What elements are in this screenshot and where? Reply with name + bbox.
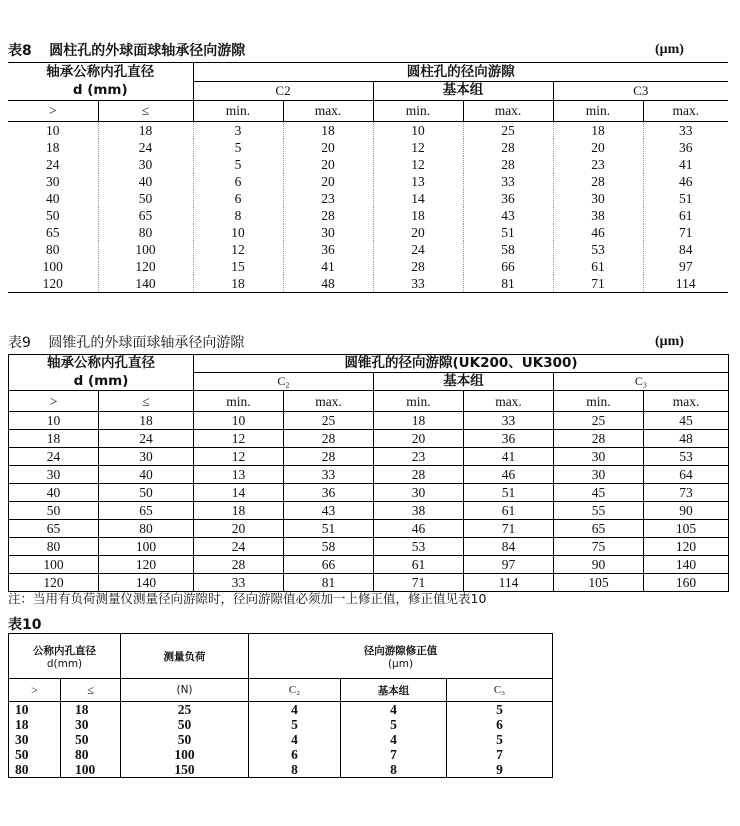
- table9-row: [9, 430, 729, 448]
- table9-cell: 105: [554, 574, 644, 592]
- table8-col-basic-max: max.: [463, 100, 553, 121]
- table10-cell: 30: [9, 732, 61, 747]
- table8-cell: 71: [643, 224, 728, 241]
- table8-cell: 100: [98, 241, 193, 258]
- table8-cell: 18: [283, 121, 373, 139]
- table10-cell: 4: [341, 702, 447, 718]
- table8-cell: 53: [553, 241, 643, 258]
- table9-cell: 65: [9, 520, 99, 538]
- table10-cell: 5: [447, 732, 553, 747]
- table10-row: [9, 762, 553, 778]
- table8-group-c2: C2: [193, 82, 373, 101]
- table10-cell: 4: [249, 732, 341, 747]
- table9-cell: 50: [9, 502, 99, 520]
- table8-cell: 28: [463, 156, 553, 173]
- table9-cell: 28: [554, 430, 644, 448]
- table8-cell: 80: [46, 241, 60, 257]
- table8-cell: 114: [643, 275, 728, 293]
- table9-cell: 71: [374, 574, 464, 592]
- table8-cell: 41: [643, 156, 728, 173]
- table9-col-c2-max: max.: [284, 391, 374, 412]
- table9-col-c3-max: max.: [644, 391, 729, 412]
- table9-cell: 41: [464, 448, 554, 466]
- table10-cell: 30: [61, 717, 121, 732]
- table8-cell: 36: [643, 139, 728, 156]
- table10-cell: 18: [61, 702, 121, 718]
- table8-cell: 50: [98, 190, 193, 207]
- table9-cell: 25: [284, 412, 374, 430]
- table8-cell: 20: [373, 224, 463, 241]
- table9-caption: [8, 332, 244, 352]
- table8-cell: 20: [283, 173, 373, 190]
- table8-col-c2-max: max.: [283, 100, 373, 121]
- table9: [8, 354, 729, 592]
- table10-load-header: 测量负荷: [121, 634, 249, 679]
- table9-cell: 30: [554, 466, 644, 484]
- table8-col-gt: >: [8, 100, 98, 121]
- table10-cell: 100: [61, 762, 121, 778]
- table9-row: [9, 448, 729, 466]
- table9-col-c2-min: min.: [194, 391, 284, 412]
- table9-cell: 40: [99, 466, 194, 484]
- table9-cell: 64: [644, 466, 729, 484]
- table9-cell: 43: [284, 502, 374, 520]
- table10-label: 表10: [8, 617, 42, 633]
- table8: [8, 62, 728, 293]
- table8-cell: 13: [373, 173, 463, 190]
- table9-clearance-header: 圆锥孔的径向游隙(UK200、UK300): [194, 355, 729, 373]
- table9-cell: 12: [194, 430, 284, 448]
- table10-bore-header: [9, 634, 121, 679]
- table8-cell: 23: [553, 156, 643, 173]
- table10-load-unit: (N): [121, 679, 249, 702]
- table8-row: [8, 173, 728, 190]
- table8-cell: 33: [643, 121, 728, 139]
- table8-cell: 100: [42, 258, 63, 274]
- table9-cell: 46: [464, 466, 554, 484]
- table9-cell: 120: [9, 574, 99, 592]
- table9-cell: 40: [9, 484, 99, 502]
- table10-cell: 7: [341, 747, 447, 762]
- table8-cell: 30: [283, 224, 373, 241]
- table9-cell: 45: [554, 484, 644, 502]
- table9-cell: 55: [554, 502, 644, 520]
- table9-cell: 10: [9, 412, 99, 430]
- table8-cell: 61: [553, 258, 643, 275]
- table8-cell: 51: [463, 224, 553, 241]
- table8-caption: [8, 40, 245, 60]
- table8-cell: 28: [553, 173, 643, 190]
- table9-cell: 25: [554, 412, 644, 430]
- table9-cell: 20: [374, 430, 464, 448]
- table9-row: [9, 520, 729, 538]
- table9-cell: 33: [284, 466, 374, 484]
- table8-cell: 30: [98, 156, 193, 173]
- table9-cell: 51: [284, 520, 374, 538]
- table9-cell: 18: [374, 412, 464, 430]
- table10-correction-header-1: 径向游隙修正值: [363, 644, 438, 657]
- table8-cell: 18: [46, 139, 60, 155]
- table8-col-c2-min: min.: [193, 100, 283, 121]
- table8-cell: 20: [283, 156, 373, 173]
- table10-caption: [8, 614, 41, 634]
- table9-cell: 80: [99, 520, 194, 538]
- table9-cell: 61: [464, 502, 554, 520]
- table10-correction-header-2: (μm): [387, 657, 414, 670]
- table10-row: [9, 717, 553, 732]
- table9-cell: 18: [99, 412, 194, 430]
- table9-cell: 65: [554, 520, 644, 538]
- table8-cell: 18: [553, 121, 643, 139]
- table8-cell: 61: [643, 207, 728, 224]
- table9-cell: 30: [9, 466, 99, 484]
- table8-row: [8, 207, 728, 224]
- table10-cell: 10: [9, 702, 61, 718]
- table10-cell: 80: [9, 762, 61, 778]
- table8-cell: 12: [373, 156, 463, 173]
- table9-bore-header-1: 轴承公称内孔直径: [9, 355, 194, 373]
- table9-cell: 100: [99, 538, 194, 556]
- table8-row: [8, 241, 728, 258]
- table9-col-gt: >: [9, 391, 99, 412]
- table10-cell: 9: [447, 762, 553, 778]
- table9-cell: 66: [284, 556, 374, 574]
- table9-cell: 58: [284, 538, 374, 556]
- table9-cell: 33: [194, 574, 284, 592]
- table10-cell: 50: [121, 717, 249, 732]
- table8-row: [8, 190, 728, 207]
- table8-label: 表8: [8, 43, 32, 59]
- table9-row: [9, 466, 729, 484]
- table9-col-basic-max: max.: [464, 391, 554, 412]
- table10-cell: 4: [341, 732, 447, 747]
- table9-cell: 18: [194, 502, 284, 520]
- table9-cell: 46: [374, 520, 464, 538]
- table8-cell: 46: [643, 173, 728, 190]
- table8-cell: 30: [46, 173, 60, 189]
- table9-cell: 28: [284, 430, 374, 448]
- table8-cell: 38: [553, 207, 643, 224]
- table8-cell: 28: [373, 258, 463, 275]
- table9-cell: 13: [194, 466, 284, 484]
- table8-row: [8, 139, 728, 156]
- table8-cell: 10: [46, 122, 60, 138]
- table8-cell: 50: [46, 207, 60, 223]
- table9-cell: 61: [374, 556, 464, 574]
- table8-cell: 81: [463, 275, 553, 293]
- table9-group-c2: C₂: [194, 373, 374, 391]
- table9-cell: 140: [644, 556, 729, 574]
- table9-cell: 36: [284, 484, 374, 502]
- table8-cell: 24: [373, 241, 463, 258]
- table8-cell: 5: [193, 156, 283, 173]
- table8-cell: 33: [373, 275, 463, 293]
- table8-cell: 6: [193, 173, 283, 190]
- table8-row: [8, 224, 728, 241]
- table9-cell: 24: [194, 538, 284, 556]
- table10-cell: 18: [9, 717, 61, 732]
- table8-cell: 8: [193, 207, 283, 224]
- table9-cell: 90: [554, 556, 644, 574]
- table8-cell: 18: [373, 207, 463, 224]
- table9-cell: 75: [554, 538, 644, 556]
- table9-cell: 20: [194, 520, 284, 538]
- table10-row: [9, 747, 553, 762]
- table8-cell: 6: [193, 190, 283, 207]
- table9-cell: 28: [374, 466, 464, 484]
- table10-cell: 5: [341, 717, 447, 732]
- table8-cell: 20: [553, 139, 643, 156]
- table9-row: [9, 502, 729, 520]
- table9-cell: 53: [374, 538, 464, 556]
- table10-cell: 8: [341, 762, 447, 778]
- table8-cell: 24: [98, 139, 193, 156]
- table8-cell: 140: [98, 275, 193, 293]
- table9-cell: 120: [99, 556, 194, 574]
- table8-cell: 66: [463, 258, 553, 275]
- table10-bore-header-2: d(mm): [46, 657, 83, 670]
- table10-cell: 150: [121, 762, 249, 778]
- table8-col-c3-min: min.: [553, 100, 643, 121]
- table8-cell: 12: [193, 241, 283, 258]
- table10-cell: 4: [249, 702, 341, 718]
- table9-row: [9, 538, 729, 556]
- table9-cell: 65: [99, 502, 194, 520]
- table8-cell: 40: [46, 190, 60, 206]
- table8-row: [8, 275, 728, 293]
- table9-cell: 10: [194, 412, 284, 430]
- table9-cell: 14: [194, 484, 284, 502]
- table10-cell: 100: [121, 747, 249, 762]
- table9-cell: 105: [644, 520, 729, 538]
- table9-title: 圆锥孔的外球面球轴承径向游隙: [48, 335, 245, 351]
- table8-clearance-header: 圆柱孔的径向游隙: [193, 63, 728, 82]
- table9-cell: 120: [644, 538, 729, 556]
- table8-cell: 15: [193, 258, 283, 275]
- table9-group-basic: 基本组: [374, 373, 554, 391]
- table10-cell: 5: [447, 702, 553, 718]
- table9-unit: (μm): [655, 334, 684, 349]
- table8-cell: 14: [373, 190, 463, 207]
- table8-cell: 36: [283, 241, 373, 258]
- table8-cell: 43: [463, 207, 553, 224]
- table9-cell: 24: [9, 448, 99, 466]
- table9-row: [9, 412, 729, 430]
- table9-cell: 33: [464, 412, 554, 430]
- table10-cell: 80: [61, 747, 121, 762]
- table9-cell: 28: [284, 448, 374, 466]
- table9-col-le: ≤: [99, 391, 194, 412]
- table10-cell: 6: [249, 747, 341, 762]
- table8-title: 圆柱孔的外球面球轴承径向游隙: [49, 43, 246, 59]
- table9-cell: 84: [464, 538, 554, 556]
- table9-cell: 100: [9, 556, 99, 574]
- table8-cell: 58: [463, 241, 553, 258]
- table8-cell: 12: [373, 139, 463, 156]
- table8-cell: 51: [643, 190, 728, 207]
- table8-col-c3-max: max.: [643, 100, 728, 121]
- table10-cell: 50: [121, 732, 249, 747]
- table9-cell: 50: [99, 484, 194, 502]
- table8-cell: 71: [553, 275, 643, 293]
- table8-bore-header-1: 轴承公称内孔直径: [8, 63, 193, 82]
- table9-cell: 30: [374, 484, 464, 502]
- table8-cell: 23: [283, 190, 373, 207]
- table10-row: [9, 732, 553, 747]
- table10-cell: 6: [447, 717, 553, 732]
- table8-cell: 80: [98, 224, 193, 241]
- table10-group-c2: C₂: [249, 679, 341, 702]
- table9-cell: 81: [284, 574, 374, 592]
- table8-unit: (μm): [655, 42, 684, 57]
- table10-col-le: ≤: [61, 679, 121, 702]
- note-text: 注：当用有负荷测量仪测量径向游隙时，径向游隙值必须加一上修正值，修正值见表10: [8, 591, 487, 606]
- table8-col-le: ≤: [98, 100, 193, 121]
- table10-cell: 25: [121, 702, 249, 718]
- table8-cell: 84: [643, 241, 728, 258]
- table8-cell: 28: [463, 139, 553, 156]
- table8-cell: 40: [98, 173, 193, 190]
- table8-row: [8, 156, 728, 173]
- table9-cell: 140: [99, 574, 194, 592]
- table8-cell: 48: [283, 275, 373, 293]
- table9-cell: 53: [644, 448, 729, 466]
- table9-cell: 71: [464, 520, 554, 538]
- table8-row: [8, 121, 728, 139]
- table9-cell: 30: [99, 448, 194, 466]
- table8-cell: 24: [46, 156, 60, 172]
- table8-col-basic-min: min.: [373, 100, 463, 121]
- table10-cell: 50: [61, 732, 121, 747]
- table10-bore-header-1: 公称内孔直径: [33, 644, 96, 657]
- table8-cell: 65: [46, 224, 60, 240]
- table8-cell: 18: [193, 275, 283, 293]
- table9-cell: 114: [464, 574, 554, 592]
- table10-cell: 8: [249, 762, 341, 778]
- table8-cell: 30: [553, 190, 643, 207]
- table8-group-basic: 基本组: [373, 82, 553, 101]
- table9-cell: 90: [644, 502, 729, 520]
- table9-row: [9, 484, 729, 502]
- table8-cell: 18: [98, 121, 193, 139]
- table8-cell: 120: [98, 258, 193, 275]
- table9-row: [9, 556, 729, 574]
- table8-cell: 28: [283, 207, 373, 224]
- table8-cell: 65: [98, 207, 193, 224]
- table8-row: [8, 258, 728, 275]
- table10: [8, 633, 553, 778]
- table9-cell: 23: [374, 448, 464, 466]
- table8-cell: 46: [553, 224, 643, 241]
- table8-cell: 10: [193, 224, 283, 241]
- table9-cell: 30: [554, 448, 644, 466]
- table10-correction-header: [249, 634, 553, 679]
- table9-col-c3-min: min.: [554, 391, 644, 412]
- table10-cell: 7: [447, 747, 553, 762]
- table9-cell: 97: [464, 556, 554, 574]
- table9-group-c3: C₃: [554, 373, 729, 391]
- table8-bore-header-2: d (mm): [72, 82, 128, 98]
- table10-cell: 5: [249, 717, 341, 732]
- table9-cell: 48: [644, 430, 729, 448]
- table9-cell: 45: [644, 412, 729, 430]
- table8-cell: 20: [283, 139, 373, 156]
- table8-cell: 3: [193, 121, 283, 139]
- table10-row: [9, 702, 553, 718]
- table10-group-c3: C₃: [447, 679, 553, 702]
- table9-cell: 24: [99, 430, 194, 448]
- table8-cell: 25: [463, 121, 553, 139]
- table9-bore-header-2: d (mm): [9, 373, 194, 391]
- table9-cell: 18: [9, 430, 99, 448]
- table9-cell: 51: [464, 484, 554, 502]
- table9-cell: 73: [644, 484, 729, 502]
- table8-cell: 97: [643, 258, 728, 275]
- table8-cell: 5: [193, 139, 283, 156]
- table9-cell: 160: [644, 574, 729, 592]
- table8-cell: 10: [373, 121, 463, 139]
- table8-cell: 36: [463, 190, 553, 207]
- table9-cell: 80: [9, 538, 99, 556]
- table9-cell: 12: [194, 448, 284, 466]
- table9-col-basic-min: min.: [374, 391, 464, 412]
- table9-cell: 38: [374, 502, 464, 520]
- table8-group-c3: C3: [553, 82, 728, 101]
- table10-col-gt: >: [9, 679, 61, 702]
- table9-cell: 36: [464, 430, 554, 448]
- table10-group-basic: 基本组: [341, 679, 447, 702]
- table10-cell: 50: [9, 747, 61, 762]
- table8-cell: 33: [463, 173, 553, 190]
- table8-cell: 120: [8, 275, 98, 293]
- table9-cell: 28: [194, 556, 284, 574]
- table8-cell: 41: [283, 258, 373, 275]
- table9-label: 表9: [8, 335, 31, 351]
